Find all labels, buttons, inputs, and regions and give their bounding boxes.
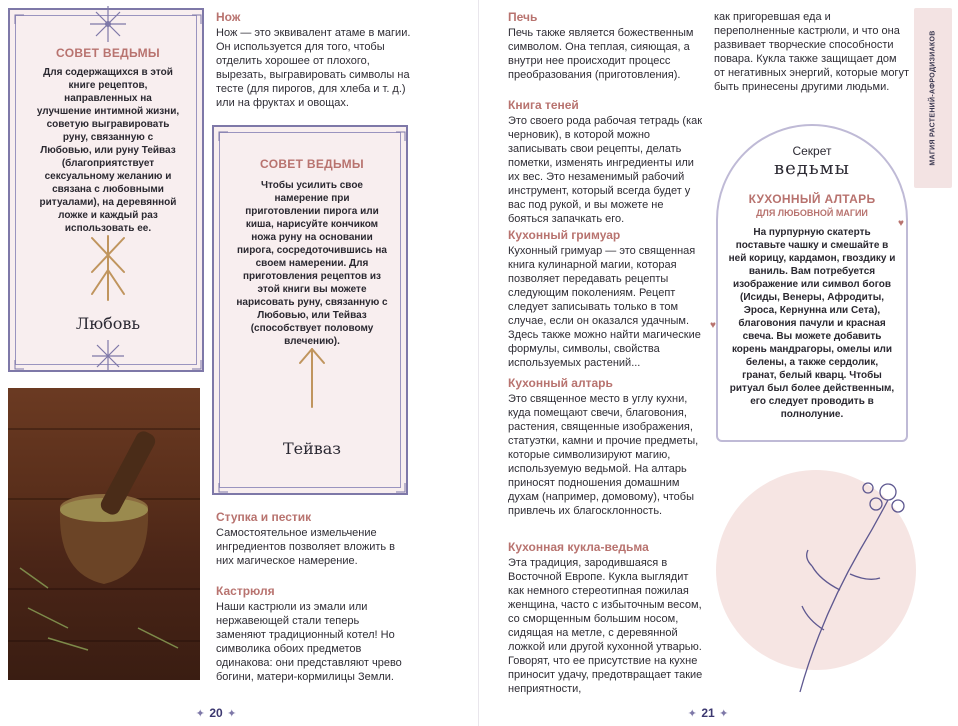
secret-label-script: ведьмы [774,158,850,179]
page-number-right: ✦ 21 ✦ [687,706,729,720]
witch-tip-card-love [8,8,204,372]
section-text-grimoire: Кухонный гримуар — это священная книга кулинарной магии, которая позволяет передавать рецепты следующим поколениям. Рецепт следует записывать только в том случае, если он оказался удачным. Здесь также можно найти магические формулы, символы, свойства используемых растений... [508,245,701,369]
mortar-pestle-photo [8,388,200,680]
section-text-altar: Это священное место в углу кухни, куда помещают свечи, благовония, растения, священные изображения, статуэтки, камни и прочие предметы, которые символизируют магию, используемую ведьмой. На алтарь приносят подношения домашним духам (например, домовому), чтобы привлечь их благосклонность. [508,393,699,517]
sparkle-icon [90,338,126,374]
section-heading-knife: Нож [216,10,241,24]
section-text-mortar: Самостоятельное измельчение ингредиентов позволяет вложить в них магическое намерение. [216,527,396,567]
card-text: Чтобы усилить свое намерение при приготовлении пирога или киша, нарисуйте кончиком ножа руну на основании пирога, сосредоточившись на своем намерении. Для приготовления рецептов из этой книги вы можете нарисовать руну, связанную с Любовью, или Тейваз (способствует половому влечению). [236,180,388,347]
teyvaz-rune-icon [294,345,330,411]
secret-subtitle: ДЛЯ ЛЮБОВНОЙ МАГИИ [756,208,868,218]
section-heading-oven: Печь [508,10,538,24]
section-text-kitchen-witch-doll: Эта традиция, зародившаяся в Восточной Европе. Кукла выглядит как немного стереотипная пожилая женщина, часто с избыточным весом, со сморщенным большим носом, сидящая на метле, с деревянной ложкой или другой кухонной утварью. Говорят, что ее присутствие на кухне приносит удачу, предотвращает такие неприятности, [508,557,703,695]
secret-title: КУХОННЫЙ АЛТАРЬ [748,192,876,206]
card-title: СОВЕТ ВЕДЬМЫ [260,157,364,171]
heart-icon: ♥ [710,320,716,331]
section-text-doll-continued: как пригоревшая еда и переполненные кастрюли, и что она развивает творческие способности повара. Кукла также защищает дом от негативных энергий, которые могут быть принесены другими людьми. [714,11,909,93]
card-title: СОВЕТ ВЕДЬМЫ [56,46,160,60]
star-icon: ✦ [687,708,697,720]
witch-secret-box [716,124,908,442]
heart-icon: ♥ [898,218,904,229]
witch-tip-card-teyvaz [212,125,408,495]
rune-caption: Любовь [75,314,141,333]
section-text-knife: Нож — это эквивалент атаме в магии. Он используется для того, чтобы отделить хорошее от плохого, вырезать, выгравировать символы на тесте (для пирогов, для хлеба и т. д.) или на фруктах и овощах. [216,27,411,109]
chapter-side-tab [914,8,952,188]
section-text-oven: Печь также является божественным символом. Она теплая, сияющая, а внутри нее происходит процесс преобразования (приготовления). [508,27,694,81]
secret-text: На пурпурную скатерть поставьте чашку и смешайте в ней корицу, кардамон, гвоздику и ваниль. Вам потребуется изображение или символ богов (Исиды, Венеры, Афродиты, Эроса, Кернунна или Сета), благовония пачули и красная свеча. Вы можете добавить корень мандрагоры, омелы или белены, а также сердолик, гранат, белый кварц. Чтобы ритуал был более действенным, его следует проводить в полнолуние. [728,227,896,420]
star-icon: ✦ [719,708,729,720]
chapter-side-tab-label: МАГИЯ РАСТЕНИЙ-АФРОДИЗИАКОВ [929,30,937,166]
card-text: Для содержащихся в этой книге рецептов, направленных на улучшение интимной жизни, советую выгравировать руну, связанную с Любовью, или руну Тейваз (благоприятствует сексуальному желанию и связана с любовными ритуалами), на деревянной ложке и каждый раз использовать ее. [36,67,180,234]
mortar-icon [8,388,200,680]
section-heading-altar: Кухонный алтарь [508,376,613,390]
section-text-book-of-shadows: Это своего рода рабочая тетрадь (как черновик), в которой можно записывать свои рецепты, делать пометки, изменять ингредиенты или их вес. Это незаменимый рабочий инструмент, который всегда будет у вас под рукой, и вы можете не бояться запачкать его. [508,115,703,225]
love-rune-icon [82,232,134,304]
flower-branch-icon [780,470,920,700]
spread-divider [478,0,479,726]
section-heading-pot: Кастрюля [216,584,275,598]
section-heading-mortar: Ступка и пестик [216,510,312,524]
section-heading-book-of-shadows: Книга теней [508,98,579,112]
star-icon: ✦ [195,708,205,720]
section-heading-grimoire: Кухонный гримуар [508,228,621,242]
section-text-pot: Наши кастрюли из эмали или нержавеющей стали теперь заменяют традиционный котел! Но символика обоих предметов одинакова: они представляют чрево богини, матери-кормилицы Земли. [216,601,402,683]
page-number-left: ✦ 20 ✦ [195,706,237,720]
secret-label-top: Секрет [792,144,832,158]
sparkle-icon [88,4,128,44]
star-icon: ✦ [227,708,237,720]
section-heading-kitchen-witch-doll: Кухонная кукла-ведьма [508,540,649,554]
rune-caption: Тейваз [282,439,342,458]
